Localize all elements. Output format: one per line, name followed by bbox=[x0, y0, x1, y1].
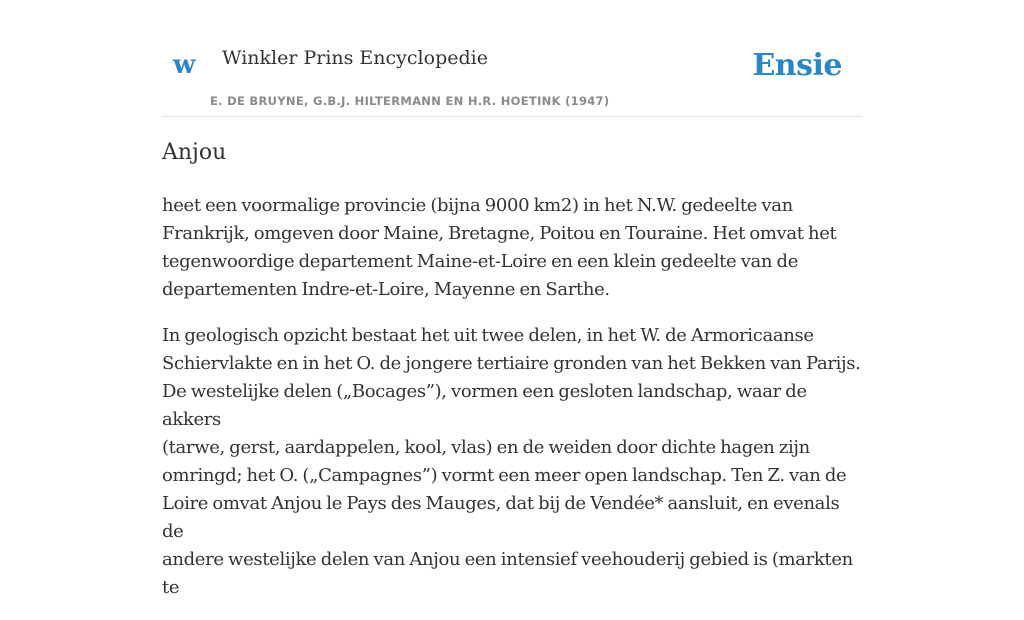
site-title[interactable]: Winkler Prins Encyclopedie bbox=[222, 47, 488, 69]
page-container bbox=[162, 0, 862, 598]
article-paragraph: In geologisch opzicht bestaat het uit twee delen, in het W. de Armoricaanse Schiervlakte en in het O. de jongere tertiaire gronden van het Bekken van Parijs. De westelijke delen („Bocages”), vormen een gesloten landschap, waar de akkers (tarwe, gerst, aardappelen, kool, vlas) en de weiden door dichte hagen zijn omringd; het O. („Campagnes”) vormt een meer open landschap. Ten Z. van de Loire omvat Anjou le Pays des Mauges, dat bij de Vendée* aansluit, en evenals de andere westelijke delen van Anjou een intensief veehouderij gebied is (markten te bbox=[162, 325, 861, 598]
ensie-logo[interactable]: Ensie bbox=[752, 48, 842, 83]
article-paragraph: heet een voormalige provincie (bijna 9000 km2) in het N.W. gedeelte van Frankrijk, omgeven door Maine, Bretagne, Poitou en Touraine. Het omvat het tegenwoordige departement Maine-et-Loire en een klein gedeelte van de departementen Indre-et-Loire, Mayenne en Sarthe. bbox=[162, 195, 837, 300]
winkler-prins-logo[interactable]: w bbox=[173, 50, 196, 80]
site-header bbox=[162, 0, 862, 117]
article-body bbox=[162, 192, 862, 620]
article-title: Anjou bbox=[162, 140, 227, 165]
authors-line: E. DE BRUYNE, G.B.J. HILTERMANN EN H.R. HOETINK (1947) bbox=[210, 94, 610, 108]
